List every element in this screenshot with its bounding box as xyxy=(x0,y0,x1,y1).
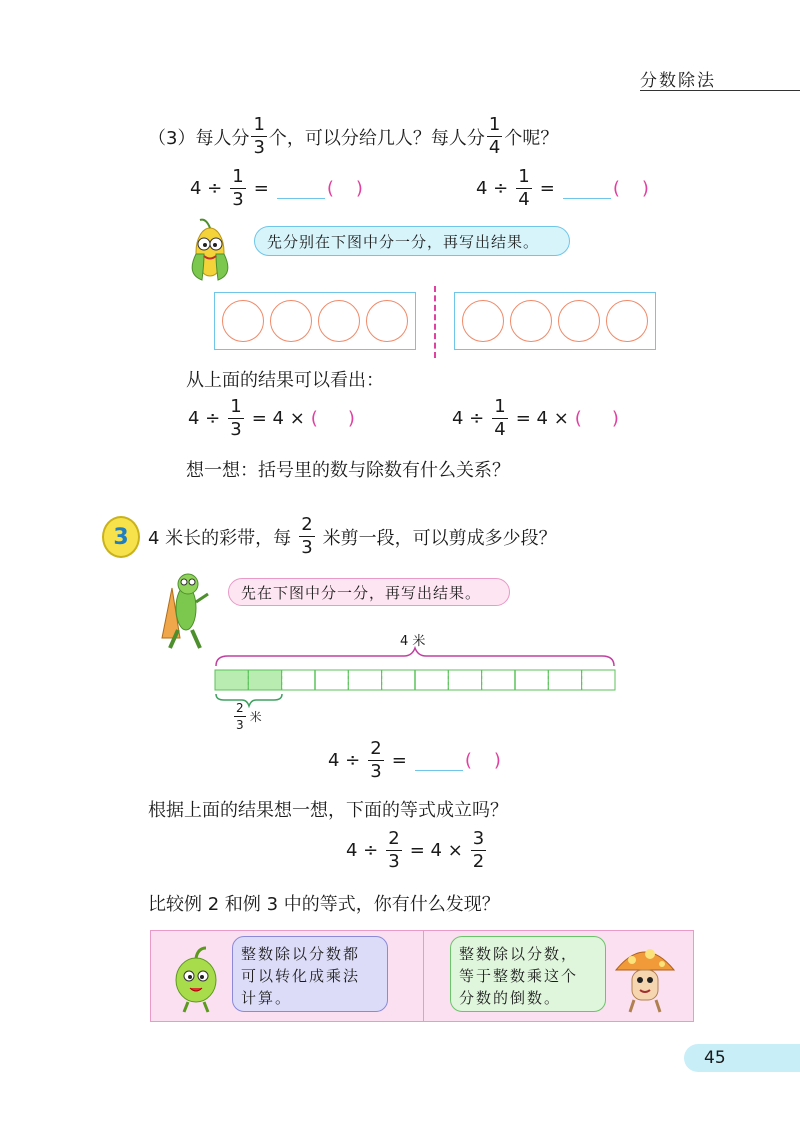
cake-circle[interactable] xyxy=(510,300,552,342)
think-text: 想一想：括号里的数与除数有什么关系？ xyxy=(186,460,510,481)
hint-bubble-1 xyxy=(254,226,570,256)
ribbon-segment[interactable] xyxy=(515,670,548,690)
circle-group-right[interactable] xyxy=(454,292,656,350)
summary-left-bubble: 整数除以分数都 可以转化成乘法 计算。 xyxy=(232,936,388,1012)
ribbon-segment[interactable] xyxy=(348,670,381,690)
example3-question: 4 米长的彩带，每 $\frac{2}{3}$ 米剪一段，可以剪成多少段？ xyxy=(148,514,557,558)
ribbon-segment[interactable] xyxy=(315,670,348,690)
fraction: $\frac{1}{4}$ xyxy=(494,396,506,440)
equation-4-div-one-fourth-times: 4 ÷ $\frac{1}{4}$ = 4 × ( ) xyxy=(452,396,619,440)
equation-4-div-one-third-times: 4 ÷ $\frac{1}{3}$ = 4 × ( ) xyxy=(188,396,355,440)
fraction: $\frac{1}{4}$ xyxy=(518,166,530,210)
equation-4-div-one-fourth: 4 ÷ $\frac{1}{4}$ = ( ) xyxy=(476,166,649,210)
summary-divider xyxy=(423,931,424,1021)
fraction: $\frac{2}{3}$ xyxy=(370,738,382,782)
cake-circle[interactable] xyxy=(270,300,312,342)
hint-bubble-2 xyxy=(228,578,510,606)
equation-4-div-one-third: 4 ÷ $\frac{1}{3}$ = ( ) xyxy=(190,166,363,210)
hint-text: 先分别在下图中分一分，再写出结果。 xyxy=(267,232,540,251)
answer-blank[interactable] xyxy=(563,197,611,199)
hint-text: 先在下图中分一分，再写出结果。 xyxy=(241,583,482,602)
page-number-tab xyxy=(684,1044,800,1072)
circle-group-left[interactable] xyxy=(214,292,416,350)
observe-text: 从上面的结果可以看出： xyxy=(186,370,384,391)
ribbon-total-label: 4 米 xyxy=(400,634,426,649)
equation-4-div-two-thirds: 4 ÷ $\frac{2}{3}$ = ( ) xyxy=(328,738,501,782)
part3-label: （3） xyxy=(148,127,196,149)
fraction: $\frac{1}{3}$ xyxy=(232,166,244,210)
part3-text-b: 个，可以分给几人？每人分 xyxy=(268,127,485,149)
cake-circle[interactable] xyxy=(222,300,264,342)
pepper-mascot-icon xyxy=(166,944,226,1014)
cake-circle[interactable] xyxy=(462,300,504,342)
cake-circle[interactable] xyxy=(318,300,360,342)
chapter-title: 分数除法 xyxy=(640,71,716,91)
fraction: $\frac{2}{3}$ xyxy=(388,828,400,872)
fraction: $\frac{2}{3}$ xyxy=(301,514,313,558)
ribbon-segment[interactable] xyxy=(482,670,515,690)
cake-circle[interactable] xyxy=(606,300,648,342)
ribbon-segment[interactable] xyxy=(415,670,448,690)
corn-mascot-icon xyxy=(180,214,240,284)
divider-line xyxy=(434,286,436,358)
ribbon-segment[interactable] xyxy=(215,670,248,690)
compare-text: 比较例 2 和例 3 中的等式，你有什么发现？ xyxy=(148,894,500,915)
example-badge: 3 xyxy=(102,516,140,558)
fraction: $\frac{3}{2}$ xyxy=(472,828,485,872)
ribbon-segment[interactable] xyxy=(582,670,615,690)
cake-circle[interactable] xyxy=(366,300,408,342)
answer-blank[interactable] xyxy=(415,769,463,771)
chapter-header xyxy=(640,64,800,91)
summary-right-bubble: 整数除以分数， 等于整数乘这个 分数的倒数。 xyxy=(450,936,606,1012)
part3-text-c: 个呢？ xyxy=(504,127,559,149)
fraction: $\frac{1}{3}$ xyxy=(230,396,242,440)
brace-top xyxy=(214,646,616,668)
grasshopper-mascot-icon xyxy=(152,568,216,652)
page-number: 45 xyxy=(704,1048,726,1068)
ribbon-segment[interactable] xyxy=(382,670,415,690)
question2-text: 根据上面的结果想一想，下面的等式成立吗？ xyxy=(148,800,508,821)
fraction: $\frac{2}{3}$ xyxy=(236,701,244,732)
ribbon-bar[interactable] xyxy=(214,668,616,692)
ribbon-segment[interactable] xyxy=(448,670,481,690)
fraction: $\frac{1}{3}$ xyxy=(253,114,265,158)
ribbon-segment[interactable] xyxy=(282,670,315,690)
fraction: $\frac{1}{4}$ xyxy=(488,114,501,158)
equation-4-div-two-thirds-times: 4 ÷ $\frac{2}{3}$ = 4 × $\frac{3}{2}$ xyxy=(346,828,485,872)
segment-label: $\frac{2}{3}$ 米 xyxy=(236,701,262,732)
part3-text-a: 每人分 xyxy=(195,127,250,149)
ribbon-segment[interactable] xyxy=(248,670,281,690)
part3-question xyxy=(148,116,558,157)
mushroom-mascot-icon xyxy=(612,940,678,1016)
answer-blank[interactable] xyxy=(277,197,325,199)
cake-circle[interactable] xyxy=(558,300,600,342)
ribbon-segment[interactable] xyxy=(548,670,581,690)
